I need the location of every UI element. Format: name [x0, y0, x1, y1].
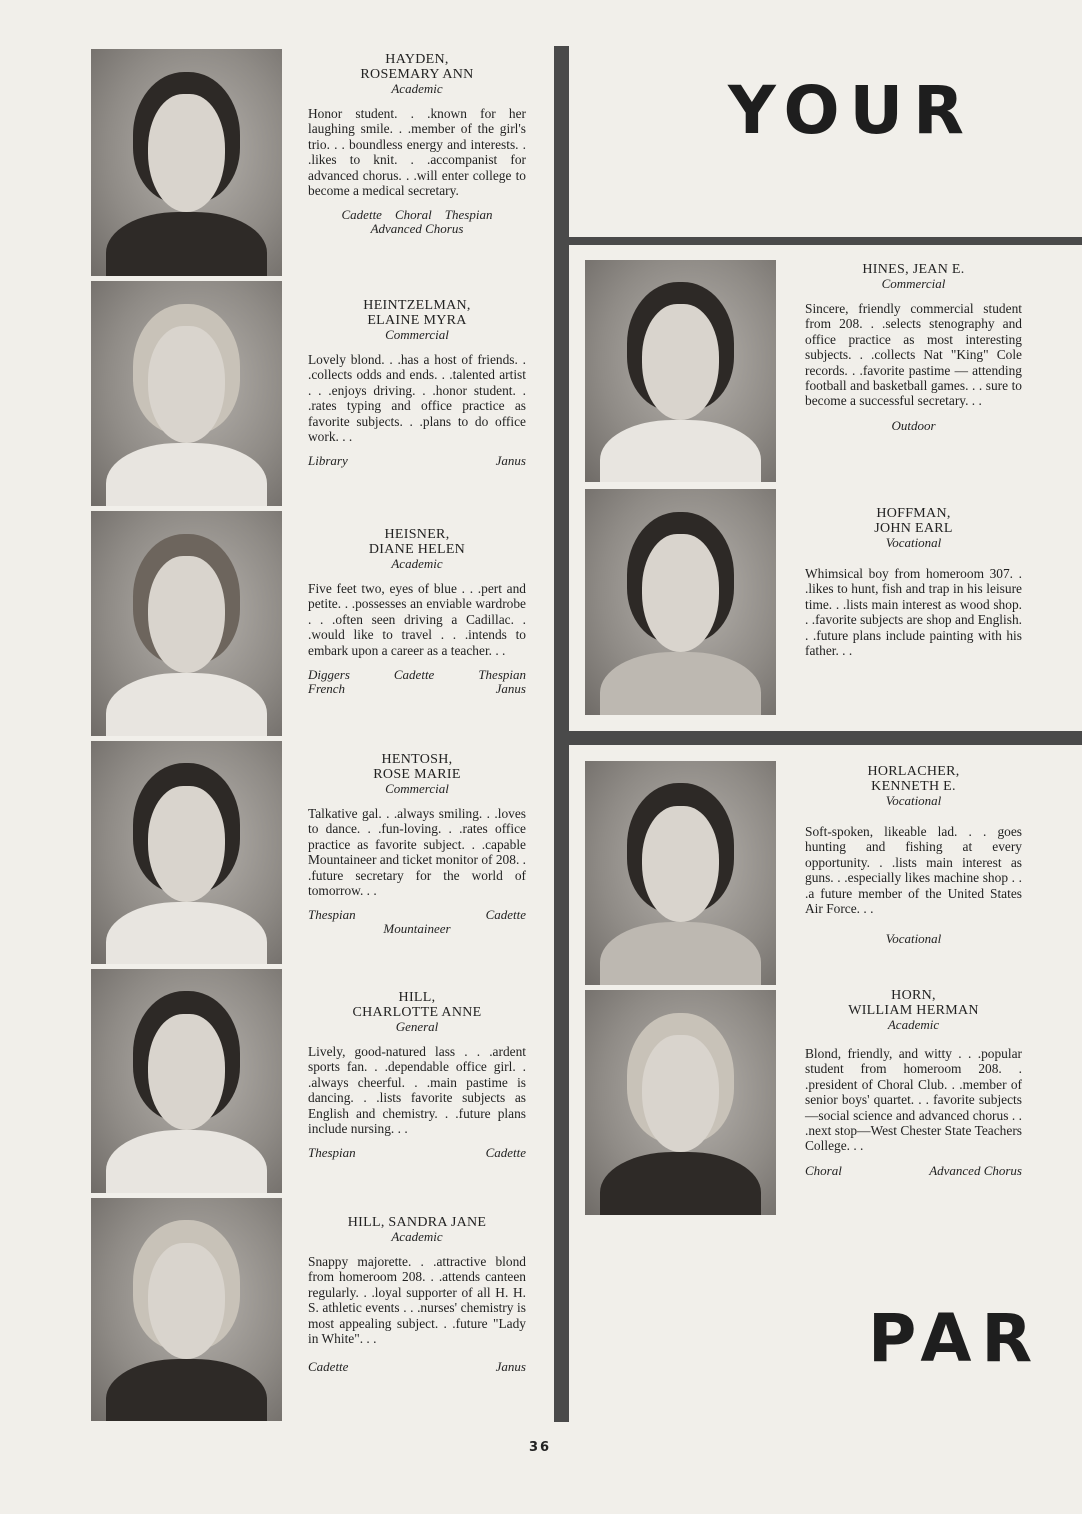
portrait-hayden: [91, 49, 282, 276]
student-description: Snappy majorette. . .attractive blond from homeroom 208. . .attends canteen regularly. . .loyal supporter of all H. H. S. athletic events . . .nurses' chemistry is most appealing subject. . .future "Lady in White". . .: [308, 1254, 526, 1347]
student-description: Sincere, friendly commercial student from 208. . .selects stenography and office practice as most interesting subjects. . .collects Nat "King" Cole records. . .favorite pastime — attending football and basketball games. . . sure to become a successful secretary. . .: [805, 301, 1022, 409]
activity: Cadette: [485, 1145, 526, 1161]
vertical-divider: [554, 46, 569, 1422]
student-name: HILL, SANDRA JANE: [347, 1215, 487, 1230]
portrait-heintzelman: [91, 281, 282, 506]
activity: Thespian: [308, 1145, 356, 1161]
headline-par: PAR: [868, 1300, 1043, 1377]
student-activities: [308, 454, 526, 468]
student-description: Lovely blond. . .has a host of friends. . .collects odds and ends. . .talented artist . . .enjoys driving. . .honor student. . .rates typing and office practice as favorite subjects. . .plans to do office work. . .: [308, 352, 526, 445]
activity: Advanced Chorus: [929, 1162, 1022, 1178]
activity: Thespian: [478, 667, 526, 683]
activity: Cadette: [393, 667, 435, 683]
student-activities: Advanced Chorus: [370, 221, 464, 237]
student-name: HILL,: [398, 990, 436, 1005]
student-name: JOHN EARL: [874, 521, 953, 536]
headline-your: YOUR: [728, 72, 974, 149]
student-name: WILLIAM HERMAN: [848, 1003, 979, 1018]
student-name: CHARLOTTE ANNE: [352, 1005, 482, 1020]
portrait-hoffman: [585, 489, 776, 715]
entry-heintzelman: [308, 298, 526, 468]
student-course: Commercial: [385, 781, 449, 796]
student-description: Soft-spoken, likeable lad. . . goes hunting and fishing at every opportunity. . .lists main interest as guns. . .especially likes machine shop . . .a future member of the United States Air Force. . .: [805, 824, 1022, 917]
entry-horn: [805, 988, 1022, 1178]
activity: Choral: [805, 1162, 842, 1178]
student-activities: [308, 908, 526, 922]
student-activities: [805, 1164, 1022, 1178]
page-number: 36: [528, 1440, 552, 1455]
horizontal-divider-lower: [569, 731, 1082, 745]
activity: Thespian: [308, 907, 356, 923]
activity: Mountaineer: [383, 921, 451, 937]
student-name: HORLACHER,: [867, 764, 960, 779]
student-name: DIANE HELEN: [368, 542, 466, 557]
portrait-horlacher: [585, 761, 776, 985]
activity: Janus: [495, 1359, 526, 1375]
student-name: HINES, JEAN E.: [862, 262, 965, 277]
student-name: ROSEMARY ANN: [360, 67, 474, 82]
student-course: Commercial: [881, 276, 946, 291]
student-description: Lively, good-natured lass . . .ardent sports fan. . .dependable office girl. . .always cheerful. . .main pastime is dancing. . .lists favorite subjects as English and chemistry. . .future plans include nursing. . .: [308, 1044, 526, 1137]
student-course: Academic: [391, 556, 443, 571]
entry-horlacher: [805, 764, 1022, 946]
activity: Cadette: [485, 907, 526, 923]
portrait-hines: [585, 260, 776, 482]
student-description: Talkative gal. . .always smiling. . .loves to dance. . .fun-loving. . .rates office practice as favorite subject. . .capable Mountaineer and ticket monitor of 208. . .future secretary for the world of tomorrow. . .: [308, 806, 526, 899]
portrait-hill-sandra: [91, 1198, 282, 1421]
student-name: HOFFMAN,: [876, 506, 951, 521]
entry-hill-charlotte: [308, 990, 526, 1160]
activity: Cadette: [308, 1359, 349, 1375]
student-activities: [308, 1146, 526, 1160]
student-description: Blond, friendly, and witty . . .popular student from homeroom 208. . .president of Choral Club. . .member of senior boys' quartet. . . favorite subjects—social science and advanced chorus . . .next stop—West Chester State Teachers College. . .: [805, 1046, 1022, 1154]
student-name: HENTOSH,: [381, 752, 453, 767]
entry-hines: [805, 262, 1022, 433]
portrait-heisner: [91, 511, 282, 736]
student-name: ELAINE MYRA: [367, 313, 467, 328]
activity: Outdoor: [891, 417, 936, 433]
activity: Vocational: [885, 931, 942, 947]
activity: Janus: [495, 681, 526, 697]
portrait-hill-charlotte: [91, 969, 282, 1193]
student-name: ROSE MARIE: [373, 767, 461, 782]
entry-hill-sandra: [308, 1215, 526, 1374]
student-activities: [308, 668, 526, 682]
student-activities: [308, 682, 526, 696]
activity: Library: [308, 453, 348, 469]
student-course: Academic: [391, 81, 443, 96]
portrait-horn: [585, 990, 776, 1215]
activity: French: [308, 681, 346, 697]
student-description: Honor student. . .known for her laughing smile. . .member of the girl's trio. . . boundless energy and interests. . .likes to knit. . .accompanist for advanced chorus. . .will enter college to become a medical secretary.: [308, 106, 526, 199]
student-description: Whimsical boy from homeroom 307. . .likes to hunt, fish and trap in his leisure time. . .lists main interest as wood shop. . .favorite subjects are shop and English. . .future plans include painting with his father. . .: [805, 566, 1022, 659]
student-activities: [308, 1360, 526, 1374]
entry-hayden: [308, 52, 526, 236]
entry-heisner: [308, 527, 526, 696]
student-description: Five feet two, eyes of blue . . .pert and petite. . .possesses an enviable wardrobe . . .often seen driving a Cadillac. . .would like to travel . . .intends to embark upon a career as a teacher. . .: [308, 581, 526, 658]
student-course: Vocational: [885, 793, 942, 808]
student-course: Vocational: [885, 535, 942, 550]
entry-hentosh: [308, 752, 526, 936]
student-name: HORN,: [891, 988, 936, 1003]
horizontal-divider-upper: [569, 237, 1082, 245]
activity: Janus: [495, 453, 526, 469]
student-course: General: [395, 1019, 439, 1034]
student-name: HEINTZELMAN,: [363, 298, 471, 313]
student-course: Academic: [391, 1229, 443, 1244]
student-course: Academic: [887, 1017, 940, 1032]
portrait-hentosh: [91, 741, 282, 964]
student-course: Commercial: [385, 327, 449, 342]
activity: Diggers: [308, 667, 350, 683]
student-name: KENNETH E.: [871, 779, 956, 794]
student-activities: Cadette Choral Thespian: [341, 207, 493, 223]
student-name: HAYDEN,: [385, 52, 449, 67]
student-name: HEISNER,: [384, 527, 450, 542]
entry-hoffman: [805, 506, 1022, 668]
